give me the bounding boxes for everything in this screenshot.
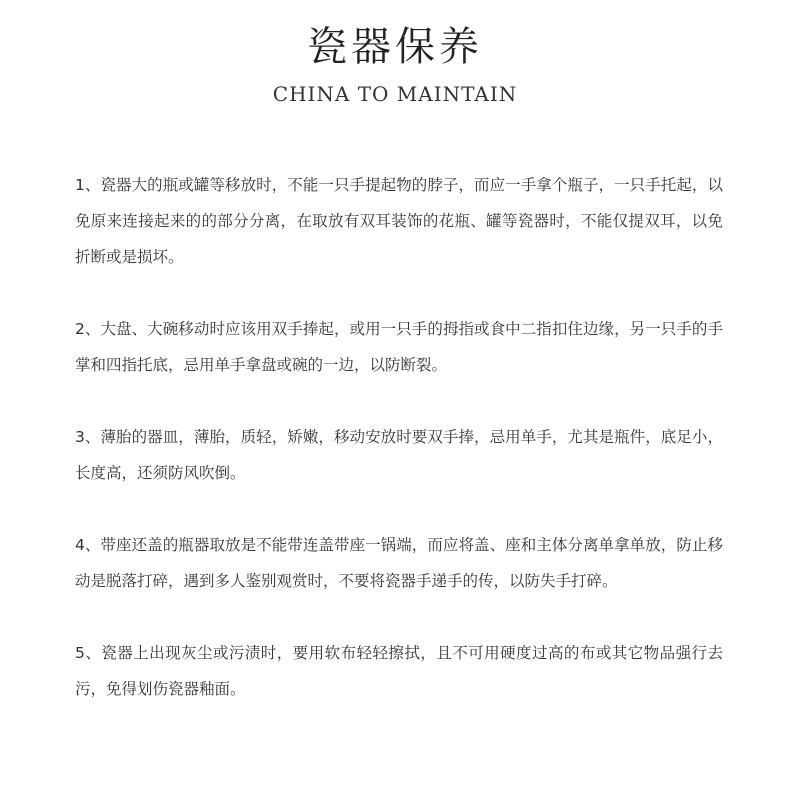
instruction-paragraph-5: 5、瓷器上出现灰尘或污渍时，要用软布轻轻擦拭，且不可用硬度过高的布或其它物品强行去污，免得划伤瓷器釉面。 [75, 644, 723, 698]
page-subtitle: CHINA TO MAINTAIN [272, 82, 518, 106]
page-title: 瓷器保养 [307, 24, 483, 70]
care-instructions [75, 167, 723, 743]
instruction-paragraph-1: 1、瓷器大的瓶或罐等移放时，不能一只手提起物的脖子，而应一手拿个瓶子，一只手托起，以免原来连接起来的的部分分离，在取放有双耳装饰的花瓶、罐等瓷器时，不能仅提双耳，以免折断或是损坏。 [75, 176, 723, 266]
instruction-paragraph-4: 4、带座还盖的瓶器取放是不能带连盖带座一锅端，而应将盖、座和主体分离单拿单放，防止移动是脱落打碎，遇到多人鉴别观赏时，不要将瓷器手递手的传，以防失手打碎。 [75, 536, 723, 590]
instruction-paragraph-2: 2、大盘、大碗移动时应该用双手捧起，或用一只手的拇指或食中二指扣住边缘，另一只手的手掌和四指托底，忌用单手拿盘或碗的一边，以防断裂。 [75, 320, 723, 374]
instruction-paragraph-3: 3、薄胎的器皿，薄胎，质轻，矫嫩，移动安放时要双手捧，忌用单手，尤其是瓶件，底足小，长度高，还须防风吹倒。 [75, 428, 723, 482]
